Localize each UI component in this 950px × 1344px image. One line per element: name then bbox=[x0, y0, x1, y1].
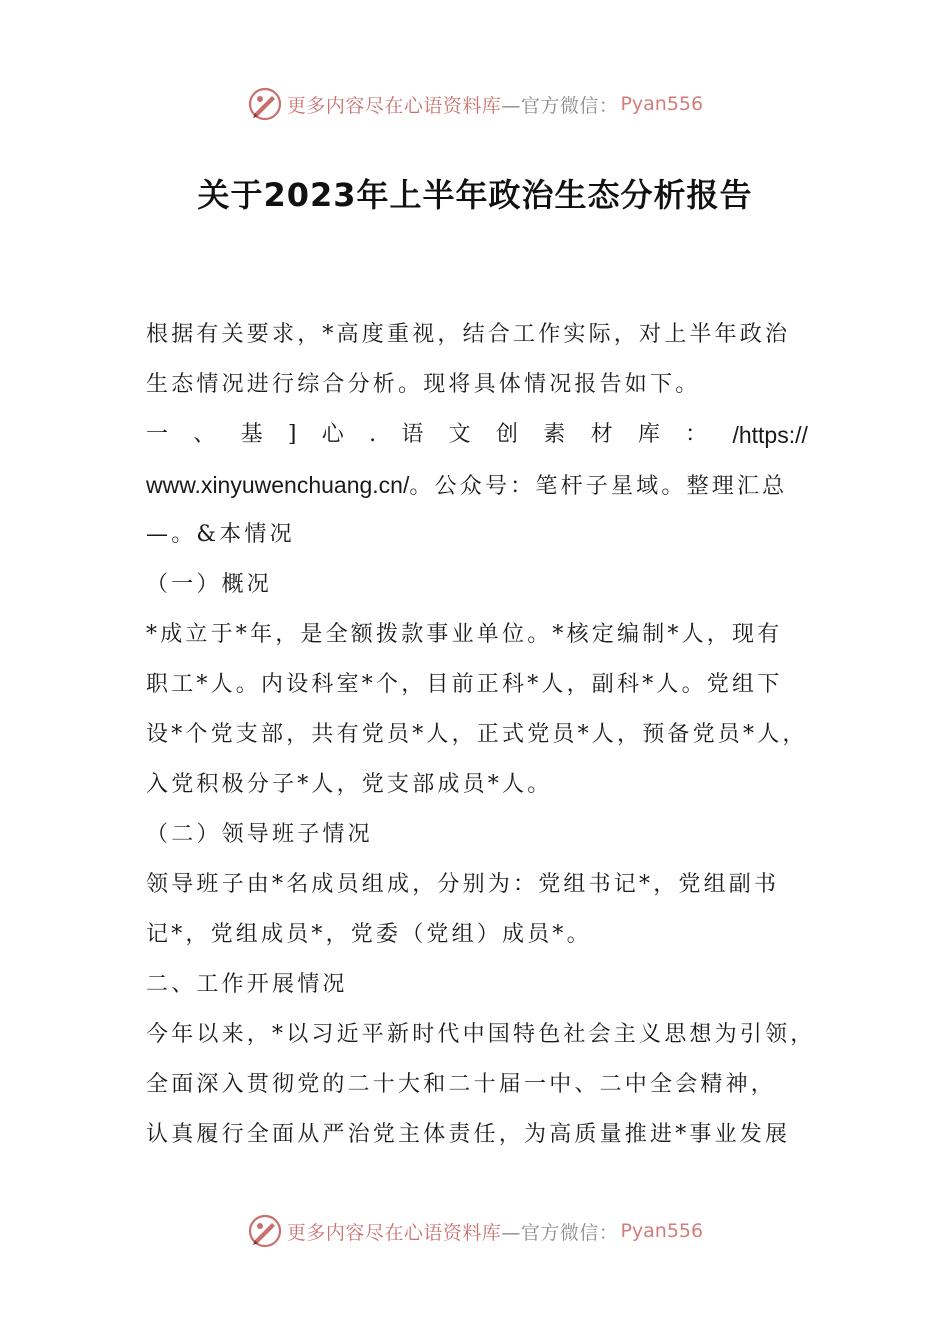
spaced-char: 库 bbox=[637, 422, 664, 447]
banner-wechat-id: Pyan556 bbox=[620, 93, 704, 115]
paragraph-line: 入党积极分子*人，党支部成员*人。 bbox=[146, 772, 553, 797]
paragraph-line bbox=[146, 460, 808, 510]
spaced-char: 创 bbox=[495, 422, 522, 447]
paragraph-line: 今年以来，*以习近平新时代中国特色社会主义思想为引领， bbox=[146, 1022, 816, 1047]
footer-watermark-banner bbox=[0, 1211, 950, 1251]
website-url: www.xinyuwenchuang.cn/ bbox=[146, 472, 410, 498]
section-heading: 二、工作开展情况 bbox=[146, 972, 348, 997]
spaced-char: 基 bbox=[240, 422, 266, 447]
subsection-heading: （二）领导班子情况 bbox=[146, 822, 373, 847]
spaced-char: ： bbox=[685, 422, 711, 447]
paragraph-line: 认真履行全面从严治党主体责任，为高质量推进*事业发展 bbox=[146, 1122, 791, 1147]
paragraph-line: 职工*人。内设科室*个，目前正科*人，副科*人。党组下 bbox=[146, 672, 783, 697]
banner-separator: —官方微信： bbox=[501, 94, 619, 117]
spaced-char: 、 bbox=[193, 422, 219, 447]
spaced-char: 文 bbox=[448, 422, 474, 447]
section-heading-spaced-line bbox=[146, 410, 808, 460]
url-prefix: /https:// bbox=[732, 422, 808, 448]
paragraph-line: *成立于*年，是全额拨款事业单位。*核定编制*人，现有 bbox=[146, 622, 783, 647]
pen-logo-icon bbox=[247, 86, 283, 122]
banner-wechat-id: Pyan556 bbox=[620, 1220, 704, 1242]
paragraph-line: —。&本情况 bbox=[146, 522, 295, 547]
spaced-char: . bbox=[369, 422, 380, 447]
spaced-char: 语 bbox=[401, 422, 427, 447]
document-title: 关于2023年上半年政治生态分析报告 bbox=[197, 176, 753, 214]
paragraph-line: 领导班子由*名成员组成，分别为：党组书记*，党组副书 bbox=[146, 872, 780, 897]
paragraph-line-rest: 。公众号：笔杆子星域。整理汇总 bbox=[409, 474, 788, 499]
header-watermark-banner bbox=[0, 84, 950, 124]
spaced-char: 心 bbox=[321, 422, 347, 447]
spaced-char: 一 bbox=[146, 422, 172, 447]
banner-separator: —官方微信： bbox=[501, 1221, 619, 1244]
banner-text: 更多内容尽在心语资料库 bbox=[286, 94, 502, 117]
banner-text: 更多内容尽在心语资料库 bbox=[286, 1221, 502, 1244]
pen-logo-icon bbox=[247, 1213, 283, 1249]
paragraph-line: 根据有关要求，*高度重视，结合工作实际，对上半年政治 bbox=[146, 322, 791, 347]
document-body bbox=[146, 310, 816, 1160]
spaced-char: 材 bbox=[590, 422, 616, 447]
paragraph-line: 全面深入贯彻党的二十大和二十届一中、二中全会精神， bbox=[146, 1072, 777, 1097]
spaced-char: ] bbox=[287, 422, 300, 447]
spaced-char: 素 bbox=[543, 422, 569, 447]
paragraph-line: 记*，党组成员*，党委（党组）成员*。 bbox=[146, 922, 592, 947]
paragraph-line: 生态情况进行综合分析。现将具体情况报告如下。 bbox=[146, 372, 701, 397]
subsection-heading: （一）概况 bbox=[146, 572, 273, 597]
paragraph-line: 设*个党支部，共有党员*人，正式党员*人，预备党员*人， bbox=[146, 722, 808, 747]
